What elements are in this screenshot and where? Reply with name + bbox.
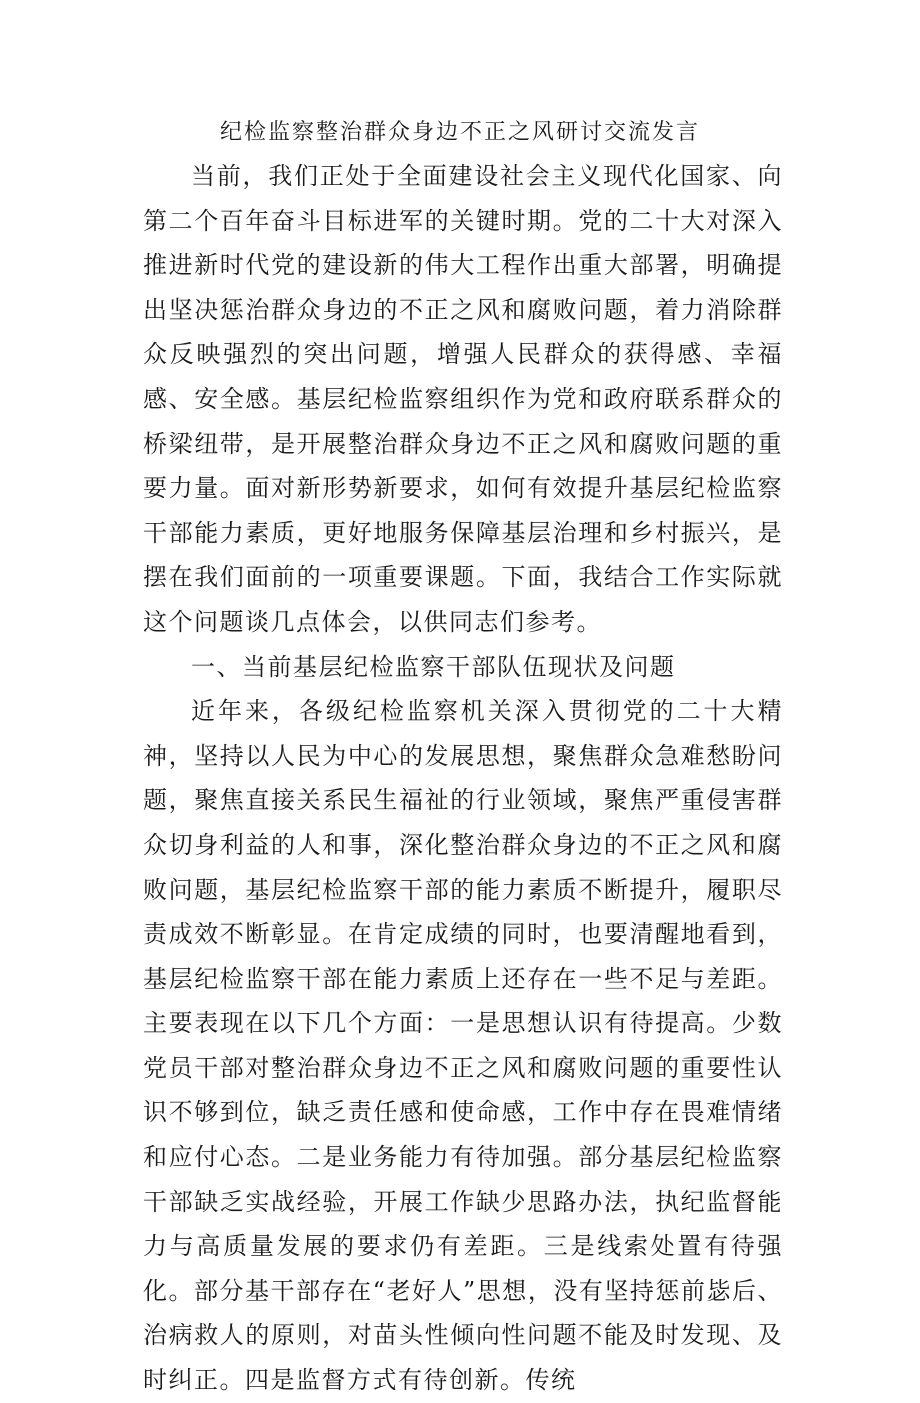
document-title: 纪检监察整治群众身边不正之风研讨交流发言 — [219, 120, 700, 145]
paragraph-intro: 当前，我们正处于全面建设社会主义现代化国家、向第二个百年奋斗目标进军的关键时期。党的二十大对深入推进新时代党的建设新的伟大工程作出重大部署，明确提出坚决惩治群众身边的不正之风和腐败问题，着力消除群众反映强烈的突出问题，增强人民群众的获得感、幸福感、安全感。基层纪检监察组织作为党和政府联系群众的桥梁纽带，是开展整治群众身边不正之风和腐败问题的重要力量。面对新形势新要求，如何有效提升基层纪检监察干部能力素质，更好地服务保障基层治理和乡村振兴，是摆在我们面前的一项重要课题。下面，我结合工作实际就这个问题谈几点体会，以供同志们参考。 — [143, 162, 783, 636]
paragraph-status: 近年来，各级纪检监察机关深入贯彻党的二十大精神，坚持以人民为中心的发展思想，聚焦群众急难愁盼问题，聚焦直接关系民生福祉的行业领域，聚焦严重侵害群众切身利益的人和事，深化整治群众身边的不正之风和腐败问题，基层纪检监察干部的能力素质不断提升，履职尽责成效不断彰显。在肯定成绩的同时，也要清醒地看到，基层纪检监察干部在能力素质上还存在一些不足与差距。主要表现在以下几个方面：一是思想认识有待提高。少数党员干部对整治群众身边不正之风和腐败问题的重要性认识不够到位，缺乏责任感和使命感，工作中存在畏难情绪和应付心态。二是业务能力有待加强。部分基层纪检监察干部缺乏实战经验，开展工作缺少思路办法，执纪监督能力与高质量发展的要求仍有差距。三是线索处置有待强化。部分基干部存在“老好人”思想，没有坚持惩前毖后、治病救人的原则，对苗头性倾向性问题不能及时发现、及时纠正。四是监督方式有待创新。传统 — [143, 697, 783, 1395]
document-body — [143, 154, 783, 1403]
section-heading-1: 一、当前基层纪检监察干部队伍现状及问题 — [191, 652, 676, 681]
